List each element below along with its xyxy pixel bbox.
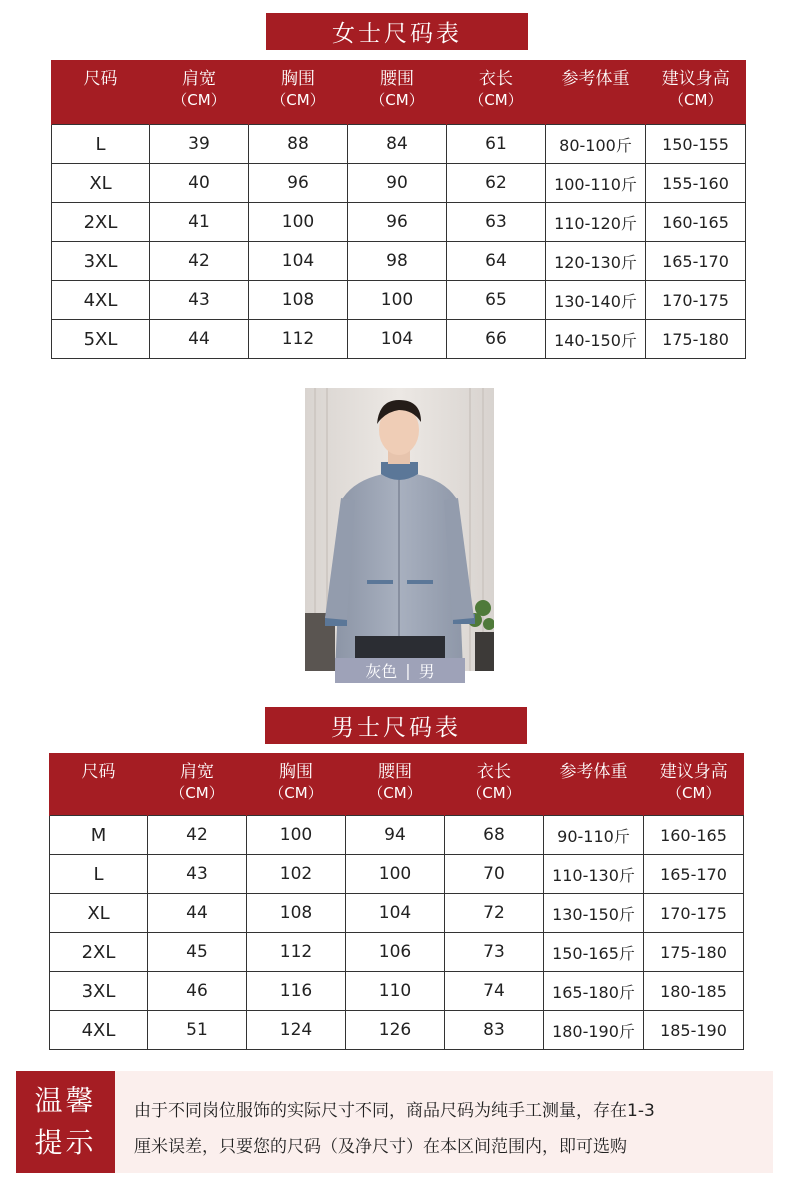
table-cell: 126 (346, 1011, 445, 1050)
table-row (50, 1011, 744, 1050)
table-cell: 165-180斤 (544, 972, 644, 1011)
caption-color: 灰色 (365, 662, 398, 681)
table-cell: 112 (247, 933, 346, 972)
table-cell: 165-170 (646, 242, 746, 281)
table-cell: 130-140斤 (546, 281, 646, 320)
table-cell: 106 (346, 933, 445, 972)
table-row (50, 855, 744, 894)
men-size-chart-title: 男士尺码表 (265, 707, 527, 744)
warm-tip-label-line1: 温馨 (34, 1084, 97, 1117)
table-cell: 64 (447, 242, 546, 281)
table-cell: 110-130斤 (544, 855, 644, 894)
table-cell: 65 (447, 281, 546, 320)
table-row (52, 164, 746, 203)
table-cell: 94 (346, 816, 445, 855)
table-row (52, 203, 746, 242)
caption-separator: | (405, 661, 411, 680)
column-header-label: 参考体重 (559, 762, 628, 782)
table-cell: 140-150斤 (546, 320, 646, 359)
column-header-unit: （CM） (170, 784, 224, 802)
column-header (50, 753, 148, 816)
table-row (52, 125, 746, 164)
table-row (50, 933, 744, 972)
table-cell: 104 (249, 242, 348, 281)
table-cell: 5XL (52, 320, 150, 359)
table-cell: 83 (445, 1011, 544, 1050)
column-header-label: 肩宽 (180, 762, 214, 782)
column-header-label: 胸围 (279, 762, 313, 782)
table-row (50, 972, 744, 1011)
table-cell: 43 (150, 281, 249, 320)
table-cell: 41 (150, 203, 249, 242)
table-header-row (52, 60, 746, 125)
table-cell: 90-110斤 (544, 816, 644, 855)
table-cell: 155-160 (646, 164, 746, 203)
table-cell: 180-185 (644, 972, 744, 1011)
column-header-unit: （CM） (467, 784, 521, 802)
column-header (348, 60, 447, 125)
table-cell: 45 (148, 933, 247, 972)
table-cell: 39 (150, 125, 249, 164)
table-cell: 61 (447, 125, 546, 164)
table-cell: 104 (346, 894, 445, 933)
table-cell: 96 (249, 164, 348, 203)
table-row (52, 320, 746, 359)
column-header-unit: （CM） (269, 784, 323, 802)
column-header-unit: （CM） (669, 91, 723, 109)
table-cell: 42 (150, 242, 249, 281)
table-header-row (50, 753, 744, 816)
column-header-label: 衣长 (479, 69, 513, 89)
table-cell: 175-180 (644, 933, 744, 972)
column-header (150, 60, 249, 125)
table-cell: XL (52, 164, 150, 203)
table-cell: 108 (247, 894, 346, 933)
product-photo (305, 388, 494, 671)
caption-gender: 男 (418, 662, 435, 681)
column-header-unit: （CM） (271, 91, 325, 109)
table-row (50, 894, 744, 933)
table-cell: 51 (148, 1011, 247, 1050)
table-cell: 42 (148, 816, 247, 855)
column-header-unit: （CM） (370, 91, 424, 109)
table-cell: 100 (348, 281, 447, 320)
table-cell: 90 (348, 164, 447, 203)
column-header-unit: （CM） (667, 784, 721, 802)
table-row (52, 242, 746, 281)
table-cell: 116 (247, 972, 346, 1011)
column-header-label: 参考体重 (561, 69, 630, 89)
model-wearing-gray-jacket-image (305, 388, 494, 671)
table-cell: 100-110斤 (546, 164, 646, 203)
table-cell: 4XL (50, 1011, 148, 1050)
table-cell: 100 (247, 816, 346, 855)
table-cell: 66 (447, 320, 546, 359)
table-cell: 40 (150, 164, 249, 203)
table-cell: 150-165斤 (544, 933, 644, 972)
table-cell: 73 (445, 933, 544, 972)
warm-tip-box (16, 1071, 773, 1173)
table-cell: 44 (150, 320, 249, 359)
table-cell: 165-170 (644, 855, 744, 894)
column-header (346, 753, 445, 816)
table-cell: 72 (445, 894, 544, 933)
column-header-label: 建议身高 (659, 762, 728, 782)
column-header-label: 衣长 (477, 762, 511, 782)
table-cell: 100 (249, 203, 348, 242)
table-row (52, 281, 746, 320)
warm-tip-text-line2: 厘米误差，只要您的尺码（及净尺寸）在本区间范围内，即可选购 (134, 1137, 627, 1157)
column-header-label: 肩宽 (182, 69, 216, 89)
table-cell: 130-150斤 (544, 894, 644, 933)
women-size-chart-title: 女士尺码表 (266, 13, 528, 50)
table-cell: XL (50, 894, 148, 933)
table-cell: 160-165 (644, 816, 744, 855)
table-cell: 3XL (52, 242, 150, 281)
table-cell: 46 (148, 972, 247, 1011)
table-cell: 44 (148, 894, 247, 933)
table-cell: 170-175 (646, 281, 746, 320)
table-cell: 120-130斤 (546, 242, 646, 281)
column-header-unit: （CM） (172, 91, 226, 109)
table-cell: 185-190 (644, 1011, 744, 1050)
warm-tip-text-line1: 由于不同岗位服饰的实际尺寸不同，商品尺码为纯手工测量，存在1-3 (134, 1101, 655, 1121)
table-cell: 84 (348, 125, 447, 164)
table-cell: 110 (346, 972, 445, 1011)
table-cell: 96 (348, 203, 447, 242)
table-cell: 2XL (52, 203, 150, 242)
table-cell: 160-165 (646, 203, 746, 242)
table-cell: 80-100斤 (546, 125, 646, 164)
table-cell: 62 (447, 164, 546, 203)
warm-tip-text (134, 1093, 754, 1165)
men-size-table (49, 753, 744, 1050)
table-cell: 88 (249, 125, 348, 164)
table-cell: 124 (247, 1011, 346, 1050)
table-cell: M (50, 816, 148, 855)
column-header (52, 60, 150, 125)
column-header (644, 753, 744, 816)
table-cell: 70 (445, 855, 544, 894)
column-header-unit: （CM） (368, 784, 422, 802)
table-cell: 180-190斤 (544, 1011, 644, 1050)
column-header-unit: （CM） (469, 91, 523, 109)
column-header (646, 60, 746, 125)
column-header (148, 753, 247, 816)
table-cell: 108 (249, 281, 348, 320)
table-cell: 43 (148, 855, 247, 894)
table-cell: 102 (247, 855, 346, 894)
warm-tip-label (16, 1071, 115, 1173)
table-cell: 104 (348, 320, 447, 359)
table-cell: 74 (445, 972, 544, 1011)
women-size-table (51, 60, 746, 359)
table-cell: 112 (249, 320, 348, 359)
table-cell: 170-175 (644, 894, 744, 933)
warm-tip-label-line2: 提示 (34, 1126, 97, 1159)
column-header-label: 腰围 (380, 69, 414, 89)
table-cell: 63 (447, 203, 546, 242)
column-header (447, 60, 546, 125)
table-cell: 175-180 (646, 320, 746, 359)
table-cell: 100 (346, 855, 445, 894)
column-header-label: 腰围 (378, 762, 412, 782)
table-cell: L (50, 855, 148, 894)
column-header-label: 建议身高 (661, 69, 730, 89)
column-header-label: 尺码 (83, 69, 118, 89)
photo-caption (335, 658, 465, 683)
table-cell: 110-120斤 (546, 203, 646, 242)
table-cell: 68 (445, 816, 544, 855)
column-header (445, 753, 544, 816)
table-cell: 2XL (50, 933, 148, 972)
table-cell: 150-155 (646, 125, 746, 164)
table-cell: 3XL (50, 972, 148, 1011)
column-header (249, 60, 348, 125)
column-header (544, 753, 644, 816)
column-header (546, 60, 646, 125)
column-header (247, 753, 346, 816)
table-row (50, 816, 744, 855)
table-cell: 98 (348, 242, 447, 281)
column-header-label: 胸围 (281, 69, 315, 89)
table-cell: 4XL (52, 281, 150, 320)
table-cell: L (52, 125, 150, 164)
column-header-label: 尺码 (81, 762, 116, 782)
